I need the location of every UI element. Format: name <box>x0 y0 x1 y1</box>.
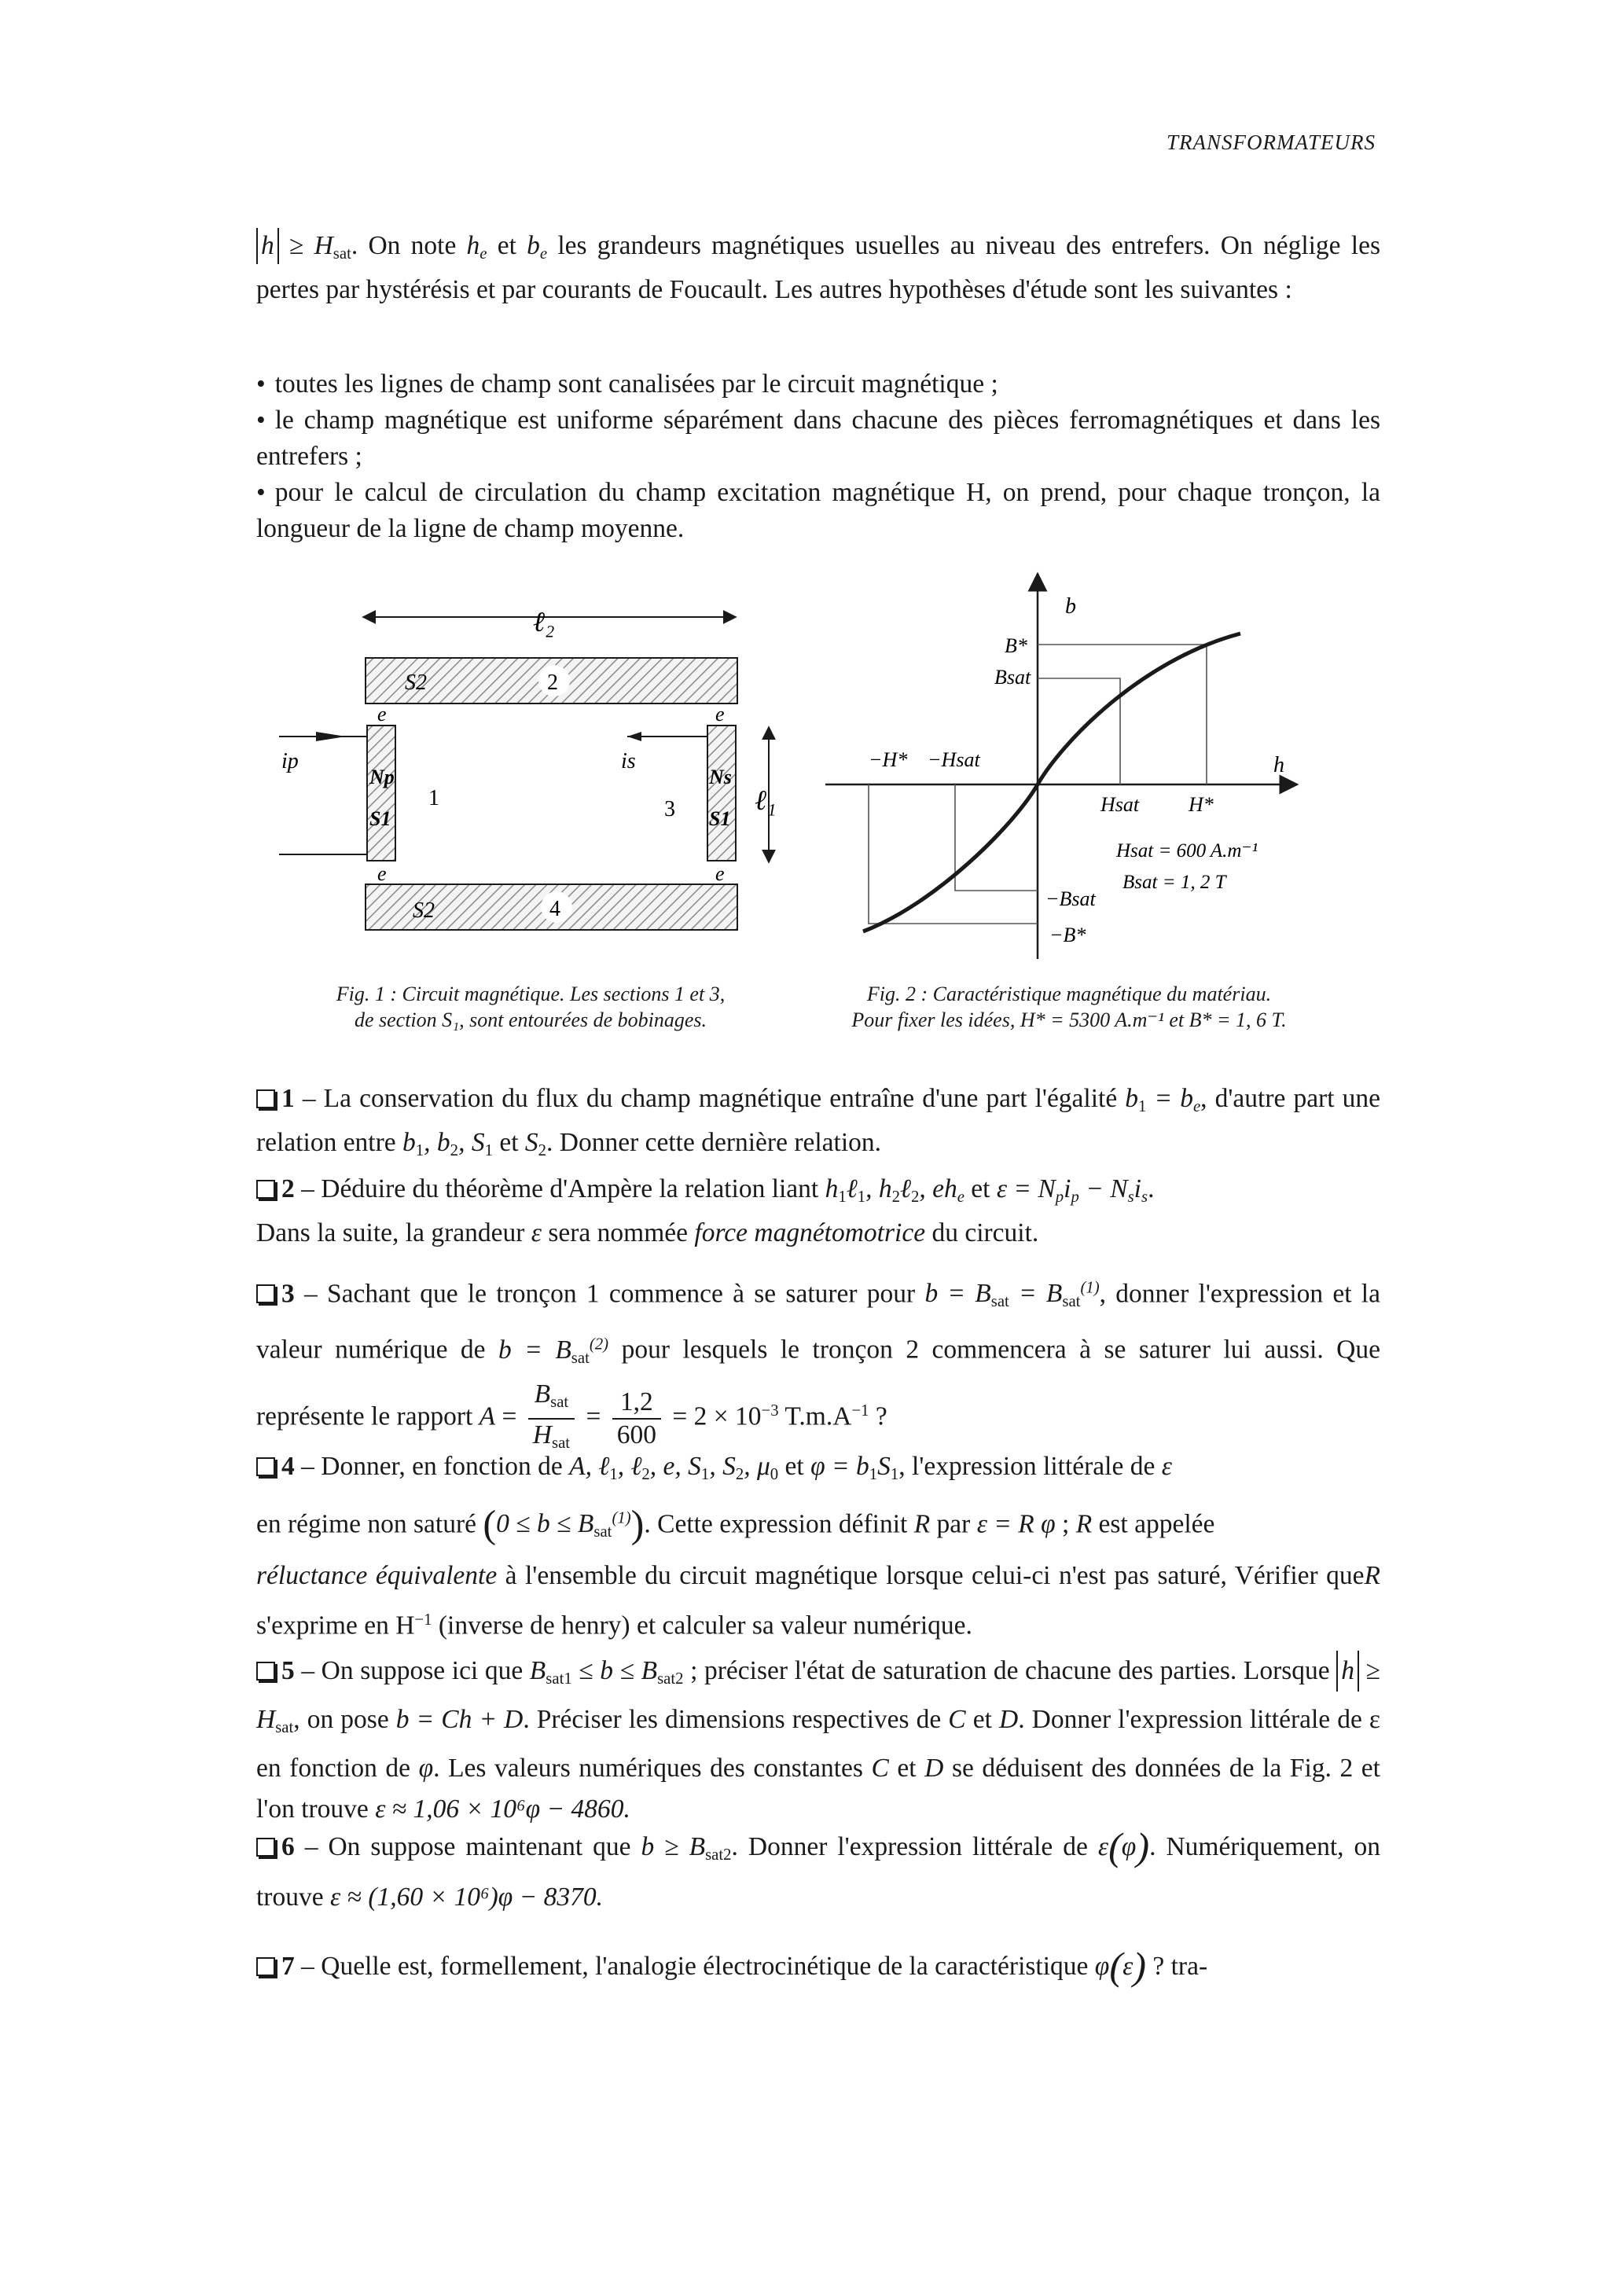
column-1-section-label: S1 <box>369 807 391 830</box>
label-mBstar: −B* <box>1049 924 1086 946</box>
tag-2-label: 2 <box>547 670 558 695</box>
figure-1-caption: Fig. 1 : Circuit magnétique. Les sections 1 et 3, de section S₁, sont entourées de bobinages. <box>336 983 726 1031</box>
axis-h-label: h <box>1273 753 1284 777</box>
gap-label-e: e <box>377 862 387 885</box>
checkbox-icon <box>256 1180 275 1199</box>
column-3 <box>707 726 736 861</box>
abs-h: h <box>256 228 279 264</box>
label-Hstar: H* <box>1189 793 1214 816</box>
bar-4-section-label: S2 <box>413 898 435 923</box>
l1-label: ℓ₁ <box>755 784 777 816</box>
running-header: TRANSFORMATEURS <box>1167 130 1376 154</box>
guide-Bstar-Hstar <box>1038 645 1207 784</box>
secondary-current-arrow <box>627 732 641 741</box>
hypotheses-list <box>256 366 1380 547</box>
list-item: • le champ magnétique est uniforme séparément dans chacune des pièces ferromagnétiques et dans les entrefers ; <box>256 406 1380 471</box>
bar-2-section-label: S2 <box>405 670 427 695</box>
primary-current-arrow <box>316 732 346 741</box>
coil-ns-label: Ns <box>709 766 732 788</box>
checkbox-icon <box>256 1284 275 1303</box>
column-3-section-label: S1 <box>709 807 731 830</box>
question-4: 4 – Donner, en fonction de A, ℓ$_1$, ℓ$_2$, e, $S_1$, $S_2$, $\mu_0$ et $\varphi = b_1S_1$, l'expression littérale de ε en régime non saturé $(0 \le b \le B_{sat}^{(1)})$. Cette expression définit R par ε = R φ ; R est appelée réluctance équivalente à l'ensemble du circuit magnétique lorsque celui-ci n'est pas saturé, Vérifier queR s'exprime en $H^{-1}$ (inverse de henry) et calculer sa valeur numérique. <box>256 1452 1380 1640</box>
coil-np-label: Np <box>369 766 395 788</box>
list-item: • toutes les lignes de champ sont canalisées par le circuit magnétique ; <box>256 369 998 399</box>
question-2: 2 – Déduire du théorème d'Ampère la relation liant $h_1\ell_1$, $h_2\ell_2$, ehe et ε = Npip − Nsis. Dans la suite, la grandeur ε sera nommée force magnétomotrice du circuit. <box>256 1174 1155 1247</box>
label-Hsat: Hsat <box>1100 793 1140 816</box>
question-7: 7 – Quelle est, formellement, l'analogie électrocinétique de la caractéristique φ(ε) ? tra- <box>256 1948 1380 1985</box>
tag-4-label: 4 <box>549 897 560 921</box>
legend-Hsat: Hsat = 600 A.m⁻¹ <box>1116 840 1258 861</box>
checkbox-icon <box>256 1838 275 1857</box>
checkbox-icon <box>256 1089 275 1108</box>
column-1 <box>367 726 395 861</box>
checkbox-icon <box>256 1662 275 1681</box>
l2-label: ℓ₂ <box>533 606 555 637</box>
tag-3-label: 3 <box>664 797 675 821</box>
primary-current-label: ip <box>281 749 299 773</box>
checkbox-icon <box>256 1457 275 1476</box>
question-5: 5 – On suppose ici que $B_{sat1} \le b \le B_{sat2}$ ; préciser l'état de saturation de chacune des parties. Lorsque $h \ge H_{sat}$, on pose b = Ch + D. Préciser les dimensions respectives de C et D. Donner l'expression littérale de ε en fonction de φ. Les valeurs numériques des constantes C et D se déduisent des données de la Fig. 2 et l'on trouve ε ≈ 1,06 × 10⁶φ − 4860. <box>256 1651 1380 1830</box>
legend-Bsat: Bsat = 1, 2 T <box>1122 872 1226 893</box>
list-item: • pour le calcul de circulation du champ excitation magnétique H, on prend, pour chaque tronçon, la longueur de la ligne de champ moyenne. <box>256 478 1380 543</box>
guide-mBstar-mHstar <box>869 784 1038 924</box>
gap-label-e: e <box>377 703 387 726</box>
figure-1-circuit <box>267 586 802 971</box>
question-6: 6 – On suppose maintenant que $b \ge B_{sat2}$. Donner l'expression littérale de ε(φ). Numériquement, on trouve ε ≈ (1,60 × 10⁶)φ − 8370. <box>256 1824 1380 1912</box>
figure-2-bh-curve <box>818 566 1313 967</box>
gap-label-e: e <box>715 862 725 885</box>
tag-1-label: 1 <box>428 786 439 810</box>
label-mHsat: −Hsat <box>928 748 980 771</box>
checkbox-icon <box>256 1957 275 1976</box>
label-Bstar: B* <box>1005 634 1027 657</box>
secondary-current-label: is <box>621 749 636 773</box>
label-mBsat: −Bsat <box>1045 887 1096 910</box>
figure-2-caption: Fig. 2 : Caractéristique magnétique du matériau. Pour fixer les idées, H* = 5300 A.m⁻¹ et B* = 1, 6 T. <box>851 983 1287 1031</box>
label-Bsat: Bsat <box>994 666 1031 689</box>
intro-paragraph: $h \ge H_{sat}$. On note he et be les grandeurs magnétiques usuelles au niveau des entrefers. On néglige les pertes par hystérésis et par courants de Foucault. Les autres hypothèses d'étude sont les suivantes : <box>256 228 1380 308</box>
label-mHstar: −H* <box>869 748 908 771</box>
gap-label-e: e <box>715 703 725 726</box>
axis-b-label: b <box>1065 594 1076 619</box>
question-1: 1 – La conservation du flux du champ magnétique entraîne d'une part l'égalité $b_1$ = be, d'autre part une relation entre $b_1$, $b_2$, $S_1$ et $S_2$. Donner cette dernière relation. <box>256 1084 1380 1159</box>
question-3: 3 – Sachant que le tronçon 1 commence à se saturer pour $b = B_{sat} = B_{sat}^{(1)}$, donner l'expression et la valeur numérique de $b = B_{sat}^{(2)}$ pour lesquels le tronçon 2 commencera à se saturer lui aussi. Que représente le rapport A = $\frac{B_{sat}}{H_{sat}}$ = $\frac{1,2}{600}$ = $2 \times 10^{-3}$ $T.m.A^{-1}$ ? <box>256 1279 1380 1453</box>
